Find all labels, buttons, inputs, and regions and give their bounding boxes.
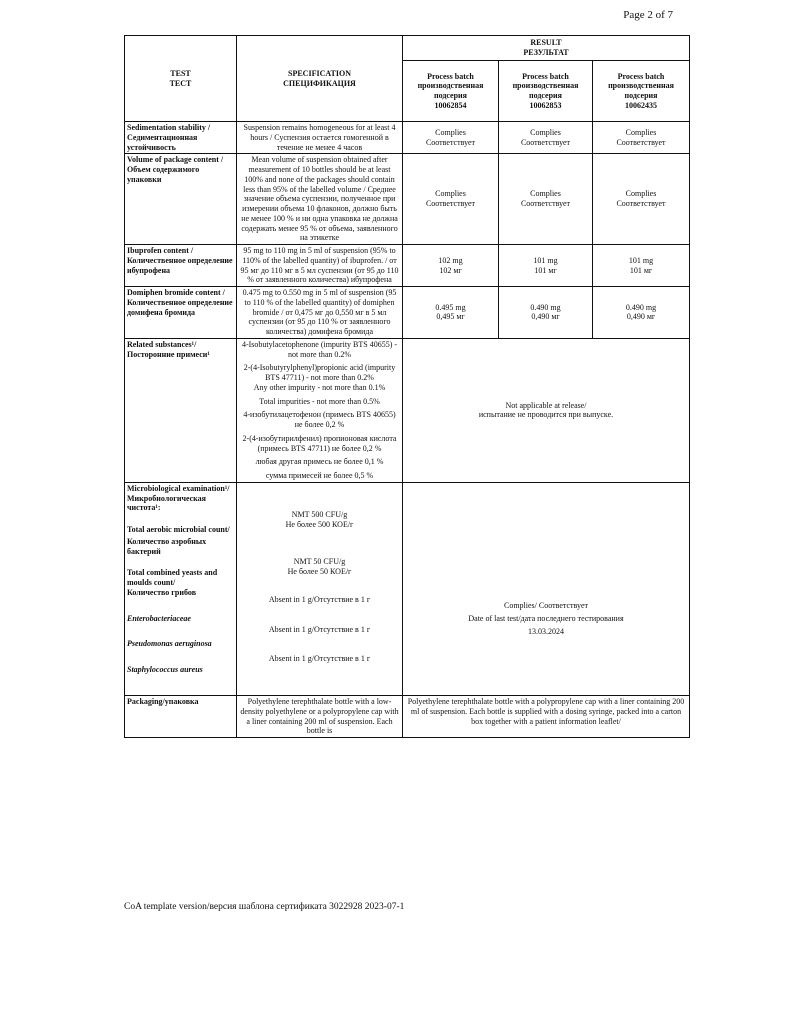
- result-domiphen-1: 0.495 mg 0,495 мг: [403, 287, 499, 339]
- row-domiphen: [125, 287, 690, 339]
- batch-header-2: Process batch производственная подсерия 10062853: [499, 61, 593, 122]
- test-related-substances: Related substances¹/ Посторонние примеси¹: [125, 338, 237, 482]
- result-ibuprofen-3: 101 mg 101 мг: [593, 245, 690, 287]
- result-domiphen-3: 0.490 mg 0,490 мг: [593, 287, 690, 339]
- spec-ibuprofen: 95 mg to 110 mg in 5 ml of suspension (95% to 110% of the labelled quantity) of ibuprofen. / от 95 мг до 110 мг в 5 мл суспензии (от 95 до 110 % от заявленного количества) ибупрофена: [237, 245, 403, 287]
- specification-column-header: SPECIFICATION СПЕЦИФИКАЦИЯ: [237, 36, 403, 122]
- result-microbiological: Complies/ Соответствует Date of last test/дата последнего тестирования 13.03.2024: [403, 482, 690, 695]
- test-column-header: TEST ТЕСТ: [125, 36, 237, 122]
- result-related-substances: Not applicable at release/ испытание не проводится при выпуске.: [403, 338, 690, 482]
- batch-header-1: Process batch производственная подсерия 10062854: [403, 61, 499, 122]
- spec-related-substances: 4-Isobutylacetophenone (impurity BTS 40655) - not more than 0.2% 2-(4-Isobutyrylphenyl)propionic acid (impurity BTS 47711) - not more than 0.2% Any other impurity - not more than 0.1% Total impurities - not more than 0.5% 4-изобутилацетофенон (примесь BTS 40655) не более 0,2 % 2-(4-изобутирилфенил) пропионовая кислота (примесь BTS 47711) не более 0,2 % любая другая примесь не более 0,1 % сумма примесей не более 0,5 %: [237, 338, 403, 482]
- result-ibuprofen-1: 102 mg 102 мг: [403, 245, 499, 287]
- test-volume: Volume of package content / Объем содержимого упаковки: [125, 154, 237, 245]
- test-domiphen: Domiphen bromide content / Количественное определение домифена бромида: [125, 287, 237, 339]
- row-volume: [125, 154, 690, 245]
- template-version-footer: CoA template version/версия шаблона сертификата 3022928 2023-07-1: [124, 902, 405, 912]
- spec-packaging: Polyethylene terephthalate bottle with a low-density polyethylene or a polypropylene cap with a liner containing 200 ml of suspension. Each bottle is: [237, 696, 403, 738]
- coa-results-table: [124, 35, 690, 738]
- result-domiphen-2: 0.490 mg 0,490 мг: [499, 287, 593, 339]
- result-packaging: Polyethylene terephthalate bottle with a polypropylene cap with a liner containing 200 ml of suspension. Each bottle is supplied with a dosing syringe, packed into a carton box together with a patient information leaflet/: [403, 696, 690, 738]
- result-ibuprofen-2: 101 mg 101 мг: [499, 245, 593, 287]
- row-ibuprofen: [125, 245, 690, 287]
- row-microbiological: [125, 482, 690, 695]
- spec-domiphen: 0.475 mg to 0.550 mg in 5 ml of suspension (95 to 110 % of the labelled quantity) of domiphen bromide / от 0,475 мг до 0,550 мг в 5 мл суспензии (от 95 до 110 % от заявленного количества) домифена бромида: [237, 287, 403, 339]
- page-number: Page 2 of 7: [623, 9, 673, 21]
- result-volume-2: Complies Соответствует: [499, 154, 593, 245]
- test-packaging: Packaging/упаковка: [125, 696, 237, 738]
- result-volume-1: Complies Соответствует: [403, 154, 499, 245]
- row-sedimentation: [125, 122, 690, 154]
- header-row-top: [125, 36, 690, 61]
- spec-sedimentation: Suspension remains homogeneous for at least 4 hours / Суспензия остается гомогенной в течение не менее 4 часов: [237, 122, 403, 154]
- batch-header-3: Process batch производственная подсерия 10062435: [593, 61, 690, 122]
- row-related-substances: [125, 338, 690, 482]
- spec-microbiological: NMT 500 CFU/g Не более 500 КОЕ/г NMT 50 CFU/g Не более 50 КОЕ/г Absent in 1 g/Отсутствие в 1 г Absent in 1 g/Отсутствие в 1 г Absent in 1 g/Отсутствие в 1 г: [237, 482, 403, 695]
- test-sedimentation: Sedimentation stability / Седиментационная устойчивость: [125, 122, 237, 154]
- test-microbiological: Microbiological examination¹/Микробиологическая чистота¹: Total aerobic microbial count/ Количество аэробных бактерий Total combined yeasts and moulds count/ Количество грибов Enterobacteriaceae Pseudomonas aeruginosa Staphylococcus aureus: [125, 482, 237, 695]
- result-sedimentation-3: Complies Соответствует: [593, 122, 690, 154]
- result-volume-3: Complies Соответствует: [593, 154, 690, 245]
- result-sedimentation-1: Complies Соответствует: [403, 122, 499, 154]
- row-packaging: [125, 696, 690, 738]
- result-sedimentation-2: Complies Соответствует: [499, 122, 593, 154]
- spec-volume: Mean volume of suspension obtained after measurement of 10 bottles should be at least 100% and none of the packages should contain less than 95% of the labelled volume / Среднее значение объема суспензии, полученное при измерении объема 10 флаконов, должно быть не менее 100 % и ни одна упаковка не должна содержать менее 95 % от объема, заявленного на этикетке: [237, 154, 403, 245]
- result-column-header: RESULT РЕЗУЛЬТАТ: [403, 36, 690, 61]
- test-ibuprofen: Ibuprofen content / Количественное определение ибупрофена: [125, 245, 237, 287]
